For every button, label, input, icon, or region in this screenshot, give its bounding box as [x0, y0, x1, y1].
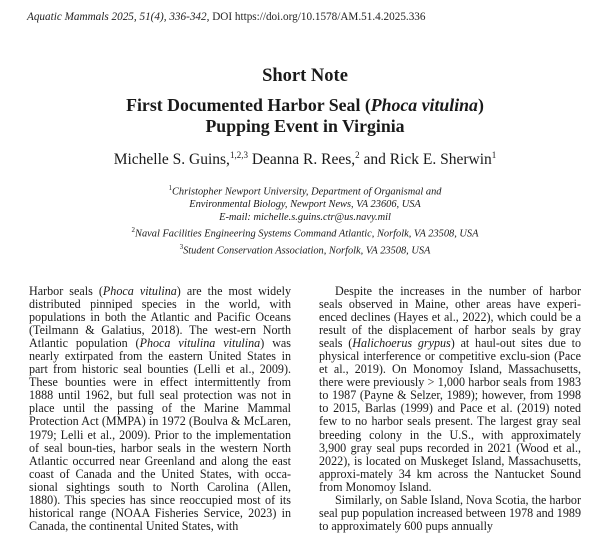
body-column-right	[319, 285, 581, 533]
affiliation-3	[60, 241, 550, 258]
body-paragraph	[319, 285, 581, 494]
affiliation-2-text: Naval Facilities Engineering Systems Command Atlantic, Norfolk, VA 23508, USA	[135, 228, 479, 240]
author-3-name: and Rick E. Sherwin	[363, 151, 492, 169]
author-2-name: Deanna R. Rees,	[251, 151, 356, 169]
affiliation-2	[60, 224, 550, 241]
body-text: Harbor seals (	[29, 284, 103, 298]
body-paragraph: Similarly, on Sable Island, Nova Scotia, the harbor seal pup population increased between 1978 and 1989 to approximately 600 pups annually	[319, 492, 581, 533]
title-part-2: )	[477, 95, 484, 115]
affiliation-1-sup: 1	[168, 184, 172, 192]
author-1-name: Michelle S. Guins,	[113, 151, 230, 169]
body-species: Phoca vitulina vitulina	[139, 336, 261, 351]
body-column-left	[29, 285, 291, 533]
doi-link[interactable]: DOI https://doi.org/10.1578/AM.51.4.2025.336	[212, 11, 426, 23]
body-species: Halichoerus grypus	[352, 336, 451, 351]
affiliation-1-line-2: Environmental Biology, Newport News, VA 23606, USA	[189, 199, 421, 211]
body-text: ) are the most widely distributed pinniped species in the world, with populations in both the Atlantic and Pacific Oceans (Teilmann & Galatius, 2018). The west-ern North Atlantic population (	[29, 284, 291, 351]
affiliation-3-text: Student Conservation Association, Norfolk, VA 23508, USA	[183, 245, 431, 257]
title-species: Phoca vitulina	[370, 95, 478, 115]
title-line-2: Pupping Event in Virginia	[205, 116, 405, 136]
author-3-affil: 1	[491, 150, 497, 160]
affiliation-2-sup: 2	[131, 226, 136, 235]
author-2-affil: 2	[355, 150, 360, 160]
affiliations	[60, 182, 550, 258]
author-list	[0, 150, 610, 169]
body-text: ) at haul-out sites due to physical interference or competitive exclu-sion (Pace et al., 2019). On Monomoy Island, Massachusetts, there were previously > 1,000 harbor seals from 1983 to 1987 (Payne & Selzer, 1989); however, from 1998 to 2015, Barlas (1999) and Pace et al. (2019) noted few to no harbor seals present. The largest gray seal breeding colony in the U.S., with approximately 3,900 gray seal pups recorded in 2021 (Wood et al., 2022), is located on Muskeget Island, Massachusetts, approxi-mately 34 km across the Nantucket Sound from Monomoy Island.	[319, 336, 582, 494]
journal-citation	[27, 11, 426, 23]
article-type-heading: Short Note	[262, 66, 348, 86]
title-part-1: First Documented Harbor Seal (	[126, 95, 371, 115]
affiliation-1	[60, 182, 550, 199]
body-paragraph	[29, 285, 291, 533]
affiliation-1-line-1: Christopher Newport University, Department of Organismal and	[172, 186, 442, 198]
paper-title	[60, 95, 550, 137]
journal-reference: Aquatic Mammals 2025, 51(4), 336-342,	[27, 11, 210, 23]
author-1-affil: 1,2,3	[229, 150, 248, 160]
affiliation-3-sup: 3	[179, 243, 184, 252]
body-species: Phoca vitulina	[102, 284, 177, 298]
body-text: ) was nearly extirpated from the eastern United States in part from historic seal bounties (Lelli et al., 2009). These bounties were in effect intermittently from 1888 until 1962, but full seal protection was not in place until the passing of the Marine Mammal Protection Act (MMPA) in 1972 (Boulva & McLaren, 1979; Lelli et al., 2009). Prior to the implementation of seal boun-ties, harbor seals in the western North Atlantic occurred near Greenland and along the east coast of Canada and the United States, with occa-sional sightings south to North Carolina (Allen, 1880). This species has since reoccupied most of its historical range (NOAA Fisheries Service, 2023) in Canada, the continental United States, with	[29, 336, 291, 533]
author-email[interactable]: E-mail: michelle.s.guins.ctr@us.navy.mil	[219, 211, 391, 223]
body-text: Despite the increases in the number of harbor seals observed in Maine, other areas have experi-enced declines (Hayes et al., 2022), which could be a result of the displacement of harbor seals by gray seals (	[319, 284, 581, 351]
